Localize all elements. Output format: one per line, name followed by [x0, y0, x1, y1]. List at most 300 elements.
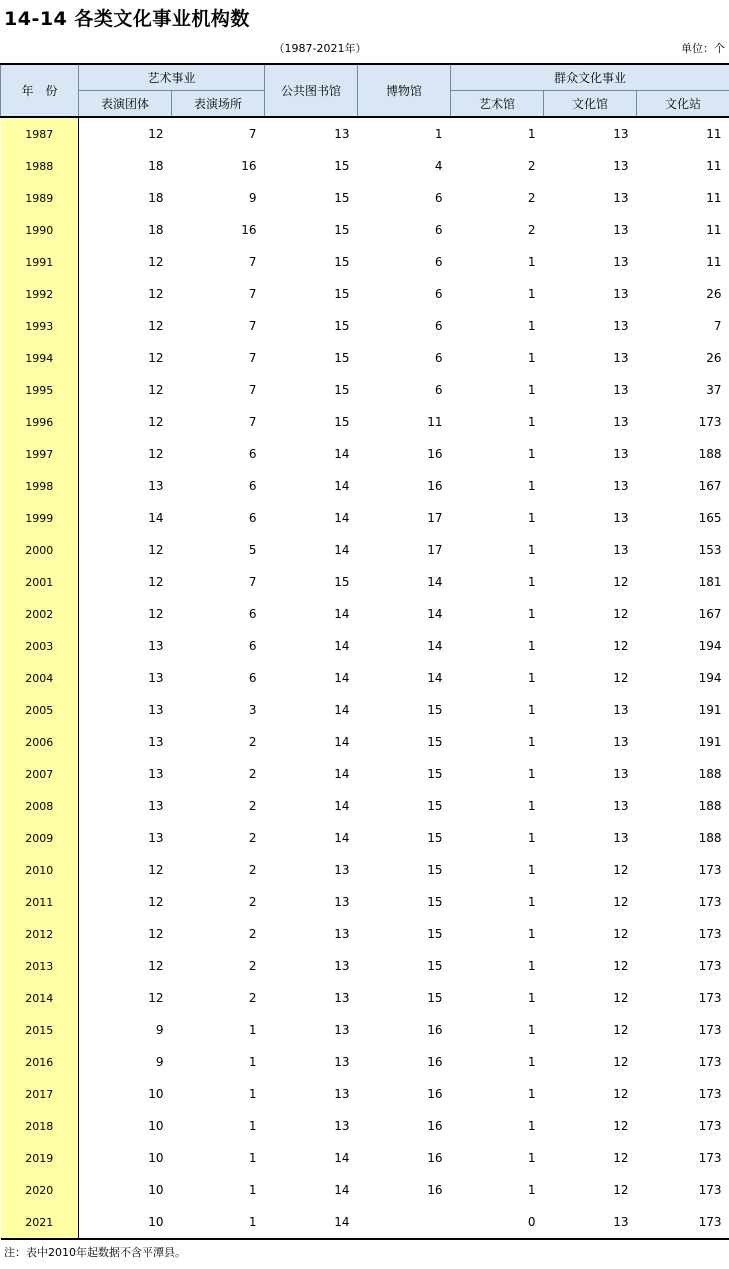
- year-cell: 1991: [1, 246, 79, 278]
- value-cell: 13: [334, 1055, 350, 1069]
- value-cell: 2: [248, 735, 257, 749]
- value-cell: 10: [148, 1183, 164, 1197]
- year-cell: 2003: [1, 630, 79, 662]
- value-cell: 13: [613, 735, 629, 749]
- year-cell: 1995: [1, 374, 79, 406]
- year-cell: 1998: [1, 470, 79, 502]
- value-cell: 6: [434, 287, 443, 301]
- value-cell: 1: [527, 287, 536, 301]
- table-row: [1, 534, 729, 566]
- value-cell: 11: [706, 159, 722, 173]
- value-cell: 2: [248, 927, 257, 941]
- value-cell: 1: [527, 1055, 536, 1069]
- value-cell: 14: [334, 479, 350, 493]
- value-cell: 1: [527, 575, 536, 589]
- value-cell: 12: [613, 639, 629, 653]
- table-row: [1, 598, 729, 630]
- value-cell: 2: [248, 831, 257, 845]
- value-cell: 11: [706, 255, 722, 269]
- value-cell: 13: [613, 223, 629, 237]
- value-cell: 13: [148, 703, 164, 717]
- table-row: [1, 342, 729, 374]
- value-cell: 2: [248, 799, 257, 813]
- value-cell: 173: [698, 1087, 722, 1101]
- table-row: [1, 182, 729, 214]
- value-cell: 13: [148, 831, 164, 845]
- value-cell: 13: [613, 447, 629, 461]
- value-cell: 12: [613, 671, 629, 685]
- value-cell: 15: [427, 831, 443, 845]
- value-cell: 188: [698, 767, 722, 781]
- value-cell: 7: [248, 127, 257, 141]
- value-cell: 1: [527, 1023, 536, 1037]
- value-cell: 15: [427, 799, 443, 813]
- value-cell: 1: [527, 127, 536, 141]
- value-cell: 15: [427, 991, 443, 1005]
- value-cell: 15: [427, 863, 443, 877]
- year-cell: 2013: [1, 950, 79, 982]
- value-cell: 12: [148, 607, 164, 621]
- footnote: 注：表中2010年起数据不含平潭县。: [4, 1246, 186, 1259]
- value-cell: 12: [148, 351, 164, 365]
- value-cell: 1: [248, 1119, 257, 1133]
- value-cell: 7: [248, 255, 257, 269]
- year-cell: 1994: [1, 342, 79, 374]
- value-cell: 12: [613, 991, 629, 1005]
- value-cell: 26: [706, 351, 722, 365]
- value-cell: 13: [613, 319, 629, 333]
- value-cell: 12: [613, 927, 629, 941]
- value-cell: 12: [148, 991, 164, 1005]
- value-cell: 1: [248, 1055, 257, 1069]
- table-title: 14-14 各类文化事业机构数: [4, 8, 250, 30]
- value-cell: 7: [248, 415, 257, 429]
- value-cell: 13: [613, 127, 629, 141]
- table-row: [1, 566, 729, 598]
- value-cell: 13: [613, 415, 629, 429]
- year-cell: 2015: [1, 1014, 79, 1046]
- year-cell: 1993: [1, 310, 79, 342]
- value-cell: 15: [334, 575, 350, 589]
- value-cell: 16: [241, 223, 257, 237]
- value-cell: 13: [334, 1023, 350, 1037]
- value-cell: 16: [427, 447, 443, 461]
- value-cell: 7: [248, 575, 257, 589]
- value-cell: 1: [527, 799, 536, 813]
- table-row: [1, 694, 729, 726]
- value-cell: 14: [334, 831, 350, 845]
- value-cell: 11: [706, 191, 722, 205]
- year-cell: 1988: [1, 150, 79, 182]
- value-cell: 15: [334, 191, 350, 205]
- value-cell: 10: [148, 1151, 164, 1165]
- value-cell: 18: [148, 191, 164, 205]
- table-row: [1, 662, 729, 694]
- value-cell: 188: [698, 447, 722, 461]
- table-row: [1, 438, 729, 470]
- value-cell: 16: [241, 159, 257, 173]
- value-cell: 6: [248, 479, 257, 493]
- header-venues: 表演场所: [172, 91, 265, 118]
- header-library: 公共图书馆: [265, 64, 358, 117]
- value-cell: 2: [248, 895, 257, 909]
- value-cell: 15: [427, 703, 443, 717]
- year-cell: 2011: [1, 886, 79, 918]
- value-cell: 9: [155, 1055, 164, 1069]
- value-cell: 12: [613, 1119, 629, 1133]
- value-cell: 14: [334, 543, 350, 557]
- value-cell: 13: [613, 543, 629, 557]
- value-cell: 13: [334, 1087, 350, 1101]
- value-cell: 12: [148, 863, 164, 877]
- value-cell: 16: [427, 1183, 443, 1197]
- value-cell: 14: [334, 767, 350, 781]
- value-cell: [358, 1206, 451, 1239]
- table-row: [1, 117, 729, 150]
- value-cell: 13: [334, 1119, 350, 1133]
- value-cell: 15: [427, 767, 443, 781]
- value-cell: 13: [148, 671, 164, 685]
- value-cell: 18: [148, 159, 164, 173]
- value-cell: 16: [427, 1119, 443, 1133]
- value-cell: 10: [148, 1119, 164, 1133]
- value-cell: 1: [527, 383, 536, 397]
- value-cell: 1: [527, 1119, 536, 1133]
- year-cell: 2010: [1, 854, 79, 886]
- value-cell: 3: [248, 703, 257, 717]
- value-cell: 12: [613, 1055, 629, 1069]
- value-cell: 7: [713, 319, 722, 333]
- value-cell: 1: [248, 1023, 257, 1037]
- value-cell: 2: [248, 863, 257, 877]
- value-cell: 18: [148, 223, 164, 237]
- value-cell: 13: [613, 831, 629, 845]
- year-cell: 1999: [1, 502, 79, 534]
- value-cell: 13: [334, 895, 350, 909]
- value-cell: 1: [527, 959, 536, 973]
- value-cell: 14: [265, 1206, 358, 1239]
- value-cell: 16: [427, 1055, 443, 1069]
- value-cell: 13: [334, 863, 350, 877]
- year-cell: 1987: [1, 117, 79, 150]
- year-cell: 2005: [1, 694, 79, 726]
- value-cell: 7: [248, 287, 257, 301]
- year-cell: 1996: [1, 406, 79, 438]
- value-cell: 14: [427, 671, 443, 685]
- value-cell: 4: [434, 159, 443, 173]
- table-row: [1, 310, 729, 342]
- value-cell: 2: [527, 191, 536, 205]
- value-cell: 12: [613, 895, 629, 909]
- header-arts: 艺术事业: [79, 64, 265, 91]
- table-row: [1, 982, 729, 1014]
- value-cell: 12: [613, 1023, 629, 1037]
- value-cell: 12: [613, 1151, 629, 1165]
- value-cell: 14: [148, 511, 164, 525]
- table-row: [1, 1078, 729, 1110]
- year-cell: 2012: [1, 918, 79, 950]
- year-cell: 2000: [1, 534, 79, 566]
- value-cell: 194: [698, 639, 722, 653]
- value-cell: 1: [527, 735, 536, 749]
- value-cell: 13: [613, 351, 629, 365]
- value-cell: 13: [613, 703, 629, 717]
- value-cell: 13: [334, 959, 350, 973]
- value-cell: 14: [427, 575, 443, 589]
- table-row: [1, 1110, 729, 1142]
- table-row: [1, 1142, 729, 1174]
- table-subtitle: （1987-2021年）: [273, 42, 367, 55]
- value-cell: 37: [706, 383, 722, 397]
- value-cell: 13: [613, 191, 629, 205]
- value-cell: 165: [698, 511, 722, 525]
- value-cell: 12: [148, 543, 164, 557]
- value-cell: 6: [434, 351, 443, 365]
- value-cell: 13: [334, 127, 350, 141]
- value-cell: 12: [148, 447, 164, 461]
- table-body: [1, 117, 729, 1239]
- value-cell: 12: [613, 575, 629, 589]
- year-cell: 1989: [1, 182, 79, 214]
- year-cell: 2006: [1, 726, 79, 758]
- value-cell: 13: [613, 255, 629, 269]
- header-troupes: 表演团体: [79, 91, 172, 118]
- value-cell: 13: [613, 511, 629, 525]
- value-cell: 173: [698, 959, 722, 973]
- value-cell: 167: [698, 607, 722, 621]
- value-cell: 173: [698, 991, 722, 1005]
- value-cell: 13: [148, 799, 164, 813]
- value-cell: 15: [427, 927, 443, 941]
- value-cell: 12: [148, 127, 164, 141]
- header-art-center: 艺术馆: [451, 91, 544, 118]
- value-cell: 11: [427, 415, 443, 429]
- value-cell: 2: [248, 991, 257, 1005]
- value-cell: 6: [248, 671, 257, 685]
- value-cell: 1: [527, 863, 536, 877]
- table-row: [1, 470, 729, 502]
- value-cell: 12: [148, 575, 164, 589]
- value-cell: 11: [706, 223, 722, 237]
- value-cell: 1: [527, 511, 536, 525]
- value-cell: 16: [427, 1087, 443, 1101]
- value-cell: 6: [434, 255, 443, 269]
- value-cell: 12: [148, 383, 164, 397]
- value-cell: 2: [248, 767, 257, 781]
- value-cell: 7: [248, 319, 257, 333]
- value-cell: 1: [527, 607, 536, 621]
- table-row: [1, 758, 729, 790]
- value-cell: 15: [334, 287, 350, 301]
- value-cell: 13: [613, 159, 629, 173]
- value-cell: 10: [79, 1206, 172, 1239]
- value-cell: 173: [698, 927, 722, 941]
- value-cell: 1: [527, 1151, 536, 1165]
- value-cell: 1: [527, 479, 536, 493]
- header-culture-station: 文化站: [637, 91, 729, 118]
- value-cell: 1: [527, 639, 536, 653]
- value-cell: 6: [248, 639, 257, 653]
- value-cell: 1: [527, 1087, 536, 1101]
- value-cell: 1: [248, 1183, 257, 1197]
- value-cell: 14: [334, 1151, 350, 1165]
- value-cell: 1: [527, 927, 536, 941]
- value-cell: 173: [637, 1206, 729, 1239]
- value-cell: 6: [434, 319, 443, 333]
- value-cell: 14: [334, 447, 350, 461]
- value-cell: 1: [527, 991, 536, 1005]
- value-cell: 12: [613, 607, 629, 621]
- value-cell: 13: [148, 735, 164, 749]
- value-cell: 167: [698, 479, 722, 493]
- header-mass-culture: 群众文化事业: [451, 64, 729, 91]
- year-cell: 2018: [1, 1110, 79, 1142]
- value-cell: 173: [698, 895, 722, 909]
- value-cell: 1: [527, 319, 536, 333]
- value-cell: 173: [698, 1119, 722, 1133]
- value-cell: 12: [613, 863, 629, 877]
- table-row: [1, 854, 729, 886]
- year-cell: 2002: [1, 598, 79, 630]
- value-cell: 2: [527, 159, 536, 173]
- value-cell: 16: [427, 1023, 443, 1037]
- year-cell: 1997: [1, 438, 79, 470]
- value-cell: 15: [427, 735, 443, 749]
- value-cell: 7: [248, 351, 257, 365]
- value-cell: 188: [698, 799, 722, 813]
- year-cell: 2017: [1, 1078, 79, 1110]
- value-cell: 1: [527, 415, 536, 429]
- year-cell: 2004: [1, 662, 79, 694]
- value-cell: 13: [613, 287, 629, 301]
- value-cell: 14: [427, 607, 443, 621]
- value-cell: 17: [427, 511, 443, 525]
- value-cell: 6: [248, 511, 257, 525]
- value-cell: 14: [427, 639, 443, 653]
- value-cell: 13: [613, 767, 629, 781]
- value-cell: 15: [334, 223, 350, 237]
- value-cell: 6: [434, 223, 443, 237]
- value-cell: 12: [148, 319, 164, 333]
- value-cell: 173: [698, 863, 722, 877]
- value-cell: 1: [527, 255, 536, 269]
- value-cell: 1: [527, 831, 536, 845]
- value-cell: 12: [148, 895, 164, 909]
- value-cell: 14: [334, 799, 350, 813]
- value-cell: 1: [527, 351, 536, 365]
- value-cell: 12: [613, 959, 629, 973]
- table-row: [1, 950, 729, 982]
- value-cell: 1: [248, 1151, 257, 1165]
- value-cell: 12: [148, 287, 164, 301]
- value-cell: 12: [613, 1087, 629, 1101]
- value-cell: 13: [613, 479, 629, 493]
- year-cell: 2008: [1, 790, 79, 822]
- year-cell: 2007: [1, 758, 79, 790]
- unit-label: 单位：个: [681, 42, 725, 55]
- table-row: [1, 1046, 729, 1078]
- value-cell: 6: [434, 383, 443, 397]
- value-cell: 12: [148, 415, 164, 429]
- value-cell: 15: [334, 351, 350, 365]
- value-cell: 153: [698, 543, 722, 557]
- year-cell: 1990: [1, 214, 79, 246]
- value-cell: 6: [248, 607, 257, 621]
- value-cell: 1: [527, 895, 536, 909]
- value-cell: 1: [527, 671, 536, 685]
- value-cell: 12: [148, 927, 164, 941]
- table-row: [1, 214, 729, 246]
- value-cell: 14: [334, 703, 350, 717]
- table-row: [1, 278, 729, 310]
- value-cell: 13: [613, 799, 629, 813]
- value-cell: 15: [334, 383, 350, 397]
- value-cell: 12: [148, 255, 164, 269]
- value-cell: 13: [334, 991, 350, 1005]
- header-year: 年 份: [1, 64, 79, 117]
- value-cell: 14: [334, 671, 350, 685]
- value-cell: 1: [527, 543, 536, 557]
- value-cell: 14: [334, 639, 350, 653]
- value-cell: 173: [698, 1183, 722, 1197]
- year-cell: 2019: [1, 1142, 79, 1174]
- value-cell: 191: [698, 703, 722, 717]
- value-cell: 14: [334, 735, 350, 749]
- value-cell: 16: [427, 479, 443, 493]
- year-cell: 1992: [1, 278, 79, 310]
- value-cell: 6: [434, 191, 443, 205]
- table-row: [1, 406, 729, 438]
- value-cell: 13: [148, 479, 164, 493]
- value-cell: 1: [527, 447, 536, 461]
- value-cell: 12: [613, 1183, 629, 1197]
- table-row: [1, 374, 729, 406]
- value-cell: 15: [334, 255, 350, 269]
- value-cell: 173: [698, 1151, 722, 1165]
- year-cell: 2009: [1, 822, 79, 854]
- value-cell: 1: [248, 1087, 257, 1101]
- value-cell: 10: [148, 1087, 164, 1101]
- value-cell: 12: [148, 959, 164, 973]
- value-cell: 14: [334, 1183, 350, 1197]
- value-cell: 9: [248, 191, 257, 205]
- value-cell: 181: [698, 575, 722, 589]
- value-cell: 11: [706, 127, 722, 141]
- value-cell: 13: [334, 927, 350, 941]
- value-cell: 1: [527, 1183, 536, 1197]
- value-cell: 191: [698, 735, 722, 749]
- value-cell: 5: [248, 543, 257, 557]
- value-cell: 15: [427, 959, 443, 973]
- year-cell: 2021: [1, 1206, 79, 1239]
- header-culture-center: 文化馆: [544, 91, 637, 118]
- value-cell: 13: [613, 383, 629, 397]
- value-cell: 13: [544, 1206, 637, 1239]
- table-row: [1, 630, 729, 662]
- table-row: [1, 150, 729, 182]
- value-cell: 2: [248, 959, 257, 973]
- value-cell: 173: [698, 1023, 722, 1037]
- table-row: [1, 1174, 729, 1206]
- header-museum: 博物馆: [358, 64, 451, 117]
- value-cell: 15: [334, 319, 350, 333]
- table-row: [1, 822, 729, 854]
- value-cell: 26: [706, 287, 722, 301]
- value-cell: 1: [172, 1206, 265, 1239]
- value-cell: 188: [698, 831, 722, 845]
- value-cell: 15: [427, 895, 443, 909]
- value-cell: 16: [427, 1151, 443, 1165]
